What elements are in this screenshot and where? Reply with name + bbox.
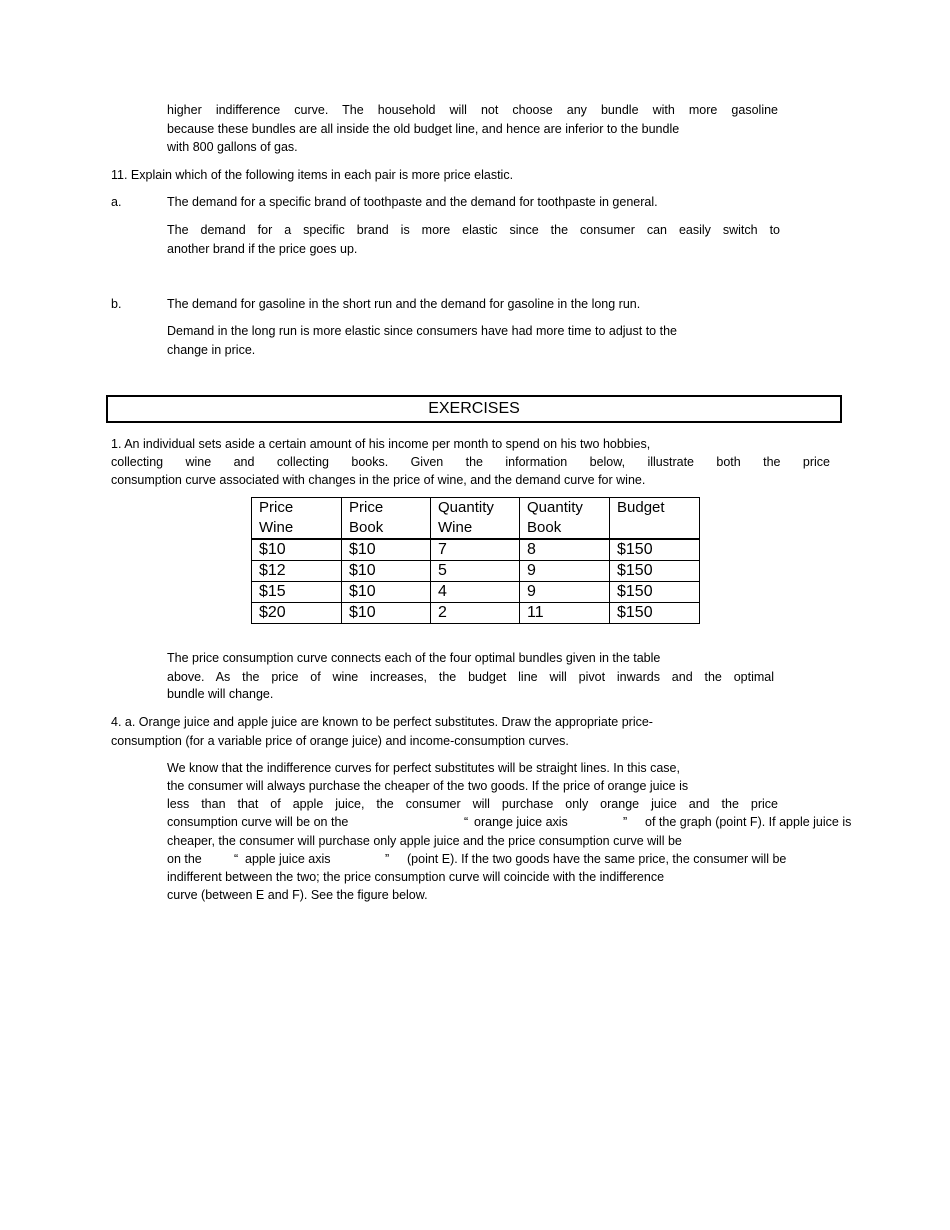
table-header-cell	[610, 498, 700, 540]
header-line-1: Price	[349, 499, 384, 516]
table-header-cell	[252, 498, 342, 540]
table-cell: $20	[252, 603, 342, 624]
table-header-cell	[431, 498, 520, 540]
table-cell: $150	[610, 539, 700, 561]
orange-juice-axis-term: orange juice axis	[474, 815, 568, 829]
table-header-cell	[342, 498, 431, 540]
close-quote: ”	[385, 852, 390, 866]
ex4-answer-line-3: less than that of apple juice, the consumer will purchase only orange juice and the price	[167, 797, 778, 811]
table-cell: 7	[431, 539, 520, 561]
open-quote: “	[234, 852, 239, 866]
table-row	[252, 539, 700, 561]
ex1-answer-line-1: The price consumption curve connects each of the four optimal bundles given in the table	[167, 651, 661, 665]
ex4-answer-line-4a: consumption curve will be on the	[167, 815, 349, 829]
ex4-answer-line-4b: of the graph (point F). If apple juice is	[645, 815, 852, 829]
table-cell: $150	[610, 603, 700, 624]
header-line-2: Wine	[259, 519, 294, 536]
header-line-1: Quantity	[438, 499, 494, 516]
ex4-answer-line-1: We know that the indifference curves for perfect substitutes will be straight lines. In this case,	[167, 761, 680, 775]
answer10-line-3: with 800 gallons of gas.	[167, 140, 298, 154]
ex1-line-1: 1. An individual sets aside a certain amount of his income per month to spend on his two hobbies,	[111, 437, 651, 451]
ex4-line-1: 4. a. Orange juice and apple juice are known to be perfect substitutes. Draw the appropriate price-	[111, 715, 653, 729]
ex4-answer-line-5: cheaper, the consumer will purchase only apple juice and the price consumption curve will be	[167, 834, 682, 848]
table-cell: $150	[610, 561, 700, 582]
q11-a-answer-line-2: another brand if the price goes up.	[167, 242, 358, 256]
ex4-answer-line-7: indifferent between the two; the price consumption curve will coincide with the indifference	[167, 870, 665, 884]
table-cell: $12	[252, 561, 342, 582]
ex4-answer-line-2: the consumer will always purchase the cheaper of the two goods. If the price of orange juice is	[167, 779, 689, 793]
header-line-1: Price	[259, 499, 294, 516]
ex1-line-2: collecting wine and collecting books. Given the information below, illustrate both the price	[111, 455, 830, 469]
table-header-cell	[520, 498, 610, 540]
exercises-title: EXERCISES	[428, 400, 520, 417]
table-cell: $10	[342, 561, 431, 582]
ex1-answer-line-2: above. As the price of wine increases, the budget line will pivot inwards and the optimal	[167, 670, 774, 684]
q11-b-answer-line-1: Demand in the long run is more elastic since consumers have had more time to adjust to the	[167, 324, 677, 338]
table-header-row	[252, 498, 700, 540]
table-cell: 4	[431, 582, 520, 603]
header-line-1: Budget	[617, 499, 665, 516]
table-cell: $10	[342, 603, 431, 624]
q11-b-question: The demand for gasoline in the short run and the demand for gasoline in the long run.	[167, 297, 641, 311]
table-cell: 8	[520, 539, 610, 561]
answer10-line-1: higher indifference curve. The household will not choose any bundle with more gasoline	[167, 103, 778, 117]
table-cell: $150	[610, 582, 700, 603]
open-quote: “	[464, 815, 469, 829]
header-line-2: Wine	[438, 519, 473, 536]
q11-a-question: The demand for a specific brand of toothpaste and the demand for toothpaste in general.	[167, 195, 658, 209]
q11-b-answer-line-2: change in price.	[167, 343, 256, 357]
exercises-header-box	[106, 395, 842, 423]
header-line-2	[617, 518, 693, 538]
ex1-line-3: consumption curve associated with changes in the price of wine, and the demand curve for wine.	[111, 473, 646, 487]
table-row	[252, 603, 700, 624]
table-cell: $10	[342, 582, 431, 603]
table-cell: 9	[520, 582, 610, 603]
table-cell: $10	[342, 539, 431, 561]
ex1-answer-line-3: bundle will change.	[167, 687, 274, 701]
apple-juice-axis-term: apple juice axis	[245, 852, 331, 866]
q11-a-marker: a.	[111, 195, 122, 209]
table-cell: $15	[252, 582, 342, 603]
ex4-answer-line-6a: on the	[167, 852, 202, 866]
close-quote: ”	[623, 815, 628, 829]
wine-book-table	[251, 497, 700, 624]
ex4-answer-line-8: curve (between E and F). See the figure below.	[167, 888, 428, 902]
table-row	[252, 561, 700, 582]
header-line-2: Book	[349, 519, 384, 536]
table-cell: 5	[431, 561, 520, 582]
ex4-answer-line-6b: (point E). If the two goods have the same price, the consumer will be	[407, 852, 787, 866]
table-cell: 2	[431, 603, 520, 624]
answer10-line-2: because these bundles are all inside the old budget line, and hence are inferior to the bundle	[167, 122, 680, 136]
table-cell: 9	[520, 561, 610, 582]
header-line-1: Quantity	[527, 499, 583, 516]
question-11: 11. Explain which of the following items in each pair is more price elastic.	[111, 168, 514, 182]
q11-b-marker: b.	[111, 297, 122, 311]
table-cell: 11	[520, 603, 610, 624]
q11-a-answer-line-1: The demand for a specific brand is more elastic since the consumer can easily switch to	[167, 223, 780, 237]
table-cell: $10	[252, 539, 342, 561]
table-row	[252, 582, 700, 603]
ex4-line-2: consumption (for a variable price of orange juice) and income-consumption curves.	[111, 734, 569, 748]
header-line-2: Book	[527, 519, 562, 536]
